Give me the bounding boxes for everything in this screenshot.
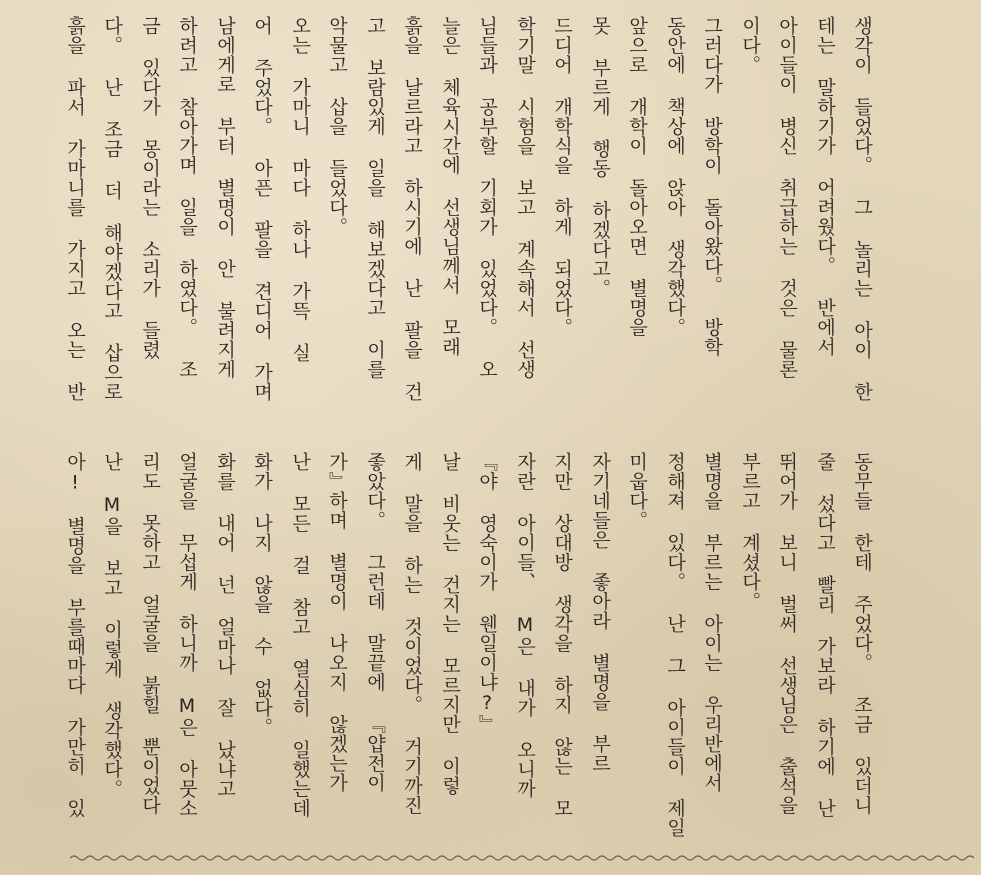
- text-line: 흙을 파서 가마니를 가지고 오는 반: [64, 16, 86, 402]
- text-line: 지만 상대방 생각을 하지 않는 모: [551, 452, 573, 818]
- text-line: 늘은 체육시간에 선생님께서 모래: [439, 16, 461, 357]
- text-line: 생각이 들었다。 그 놀리는 아이 한: [851, 16, 873, 402]
- text-line: 아! 별명을 부를때마다 가만히 있: [64, 452, 86, 818]
- text-line: 정해져 있다。 난 그 아이들이 제일: [664, 452, 686, 838]
- text-line: 금 있다가 몽이라는 소리가 들렸: [139, 16, 161, 360]
- wavy-divider: [70, 852, 976, 864]
- text-line: 흙을 날르라고 하시기에 난 팔을 건: [401, 16, 423, 402]
- text-line: 리도 못하고 얼굴을 붉힐 뿐이었다: [139, 452, 161, 815]
- text-line: 학기말 시험을 보고 계속해서 선생: [514, 16, 536, 379]
- text-line: 난 M을 보고 이렇게 생각했다。: [101, 452, 123, 799]
- text-line: 드디어 개학식을 하게 되었다。: [551, 16, 573, 337]
- text-line: 좋았다。 그런데 말끝에 『얍전이: [364, 452, 386, 793]
- text-line: 이다。: [739, 16, 761, 75]
- text-line: 그러다가 방학이 돌아왔다。 방학: [701, 16, 723, 357]
- text-line: 하려고 참아가며 일을 하였다。 조: [176, 16, 198, 379]
- text-line: 난 모든 걸 참고 열심히 일했는데: [289, 452, 311, 818]
- text-line: 아이들이 병신 취급하는 것은 물론: [776, 16, 798, 379]
- text-line: 화를 내어 넌 얼마나 잘 났냐고: [214, 452, 236, 799]
- text-line: 동안에 책상에 앉아 생각했다。: [664, 16, 686, 337]
- text-line: 줄 섰다고 빨리 가보라 하기에 난: [814, 452, 836, 818]
- text-line: 미웁다。: [626, 452, 648, 530]
- text-line: 동무들 한테 주었다。 조금 있더니: [851, 452, 873, 815]
- text-line: 앞으로 개학이 돌아오면 별명을: [626, 16, 648, 337]
- text-line: 게 말을 하는 것이었다。 거기까진: [401, 452, 423, 815]
- text-line: 얼굴을 무섭게 하니까 M은 아뭇소: [176, 452, 198, 818]
- text-line: 못 부르게 행동 하겠다고。: [589, 16, 611, 298]
- text-line: 오는 가마니 마다 하나 가뜩 실: [289, 16, 311, 363]
- text-line: 자기네들은 좋아라 별명을 부르: [589, 452, 611, 773]
- text-line: 뛰어가 보니 벌써 선생님은 출석을: [776, 452, 798, 815]
- text-line: 가』하며 별명이 나오지 않겠는가: [326, 452, 348, 793]
- text-line: 테는 말하기가 어려웠다。 반에서: [814, 16, 836, 357]
- text-line: 악물고 삽을 들었다。: [326, 16, 348, 237]
- text-line: 날 비웃는 건지는 모르지만 이렇: [439, 452, 461, 796]
- text-line: 『야 영숙이가 웬일이냐?』: [476, 452, 498, 734]
- text-line: 남에게로 부터 별명이 안 불려지게: [214, 16, 236, 379]
- text-line: 별명을 부르는 아이는 우리반에서: [701, 452, 723, 793]
- text-line: 다。 난 조금 더 해야겠다고 삽으로: [101, 16, 123, 402]
- text-line: 님들과 공부할 기회가 있었다。 오: [476, 16, 498, 379]
- text-line: 어 주었다。 아픈 팔을 견디어 가며: [251, 16, 273, 402]
- text-line: 화가 나지 않을 수 없다。: [251, 452, 273, 737]
- text-line: 자란 아이들、 M은 내가 오니까: [514, 452, 536, 799]
- text-line: 부르고 계셨다。: [739, 452, 761, 611]
- text-line: 고 보람있게 일을 해보겠다고 이를: [364, 16, 386, 379]
